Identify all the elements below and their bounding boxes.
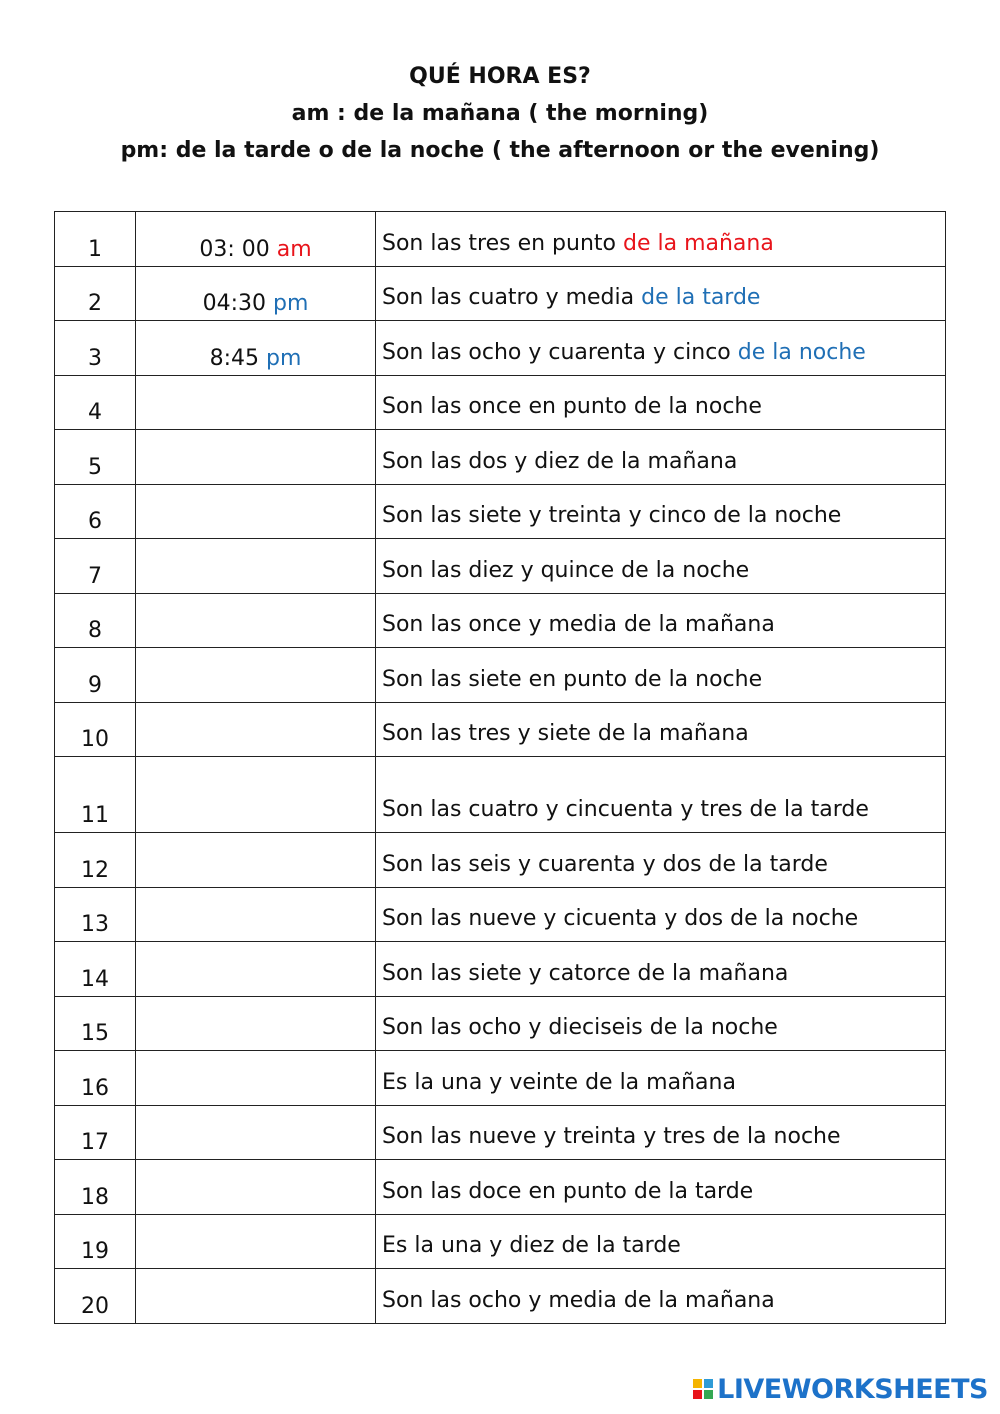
- table-row: [55, 833, 946, 888]
- table-row: [55, 266, 946, 321]
- row-number: 12: [55, 833, 136, 888]
- table-row: [55, 212, 946, 267]
- table-row: [55, 430, 946, 485]
- time-description: Son las siete y catorce de la mañana: [376, 942, 946, 997]
- time-description: Son las doce en punto de la tarde: [376, 1160, 946, 1215]
- time-description: Son las siete en punto de la noche: [376, 648, 946, 703]
- time-description: Son las ocho y media de la mañana: [376, 1269, 946, 1324]
- row-number: 10: [55, 702, 136, 757]
- time-answer-cell[interactable]: [136, 996, 376, 1051]
- liveworksheets-logo[interactable]: [693, 1372, 988, 1406]
- row-number: 5: [55, 430, 136, 485]
- row-number: 14: [55, 942, 136, 997]
- time-description: Son las nueve y cicuenta y dos de la noche: [376, 887, 946, 942]
- time-answer-cell[interactable]: [136, 1269, 376, 1324]
- row-number: 1: [55, 212, 136, 267]
- time-description: Son las once y media de la mañana: [376, 593, 946, 648]
- row-number: 4: [55, 375, 136, 430]
- row-number: 3: [55, 321, 136, 376]
- time-description: Son las dos y diez de la mañana: [376, 430, 946, 485]
- pm-marker: pm: [273, 291, 309, 316]
- time-answer-cell[interactable]: [136, 833, 376, 888]
- time-answer-cell[interactable]: [136, 648, 376, 703]
- table-row: [55, 1160, 946, 1215]
- row-number: 15: [55, 996, 136, 1051]
- time-description: Son las ocho y cuarenta y cinco de la noche: [376, 321, 946, 376]
- liveworksheets-wordmark: LIVEWORKSHEETS: [717, 1373, 988, 1405]
- row-number: 18: [55, 1160, 136, 1215]
- table-row: [55, 1214, 946, 1269]
- row-number: 2: [55, 266, 136, 321]
- time-description: Son las once en punto de la noche: [376, 375, 946, 430]
- worksheet-title: QUÉ HORA ES?: [409, 64, 591, 89]
- time-description: Son las tres en punto de la mañana: [376, 212, 946, 267]
- time-answer-cell[interactable]: [136, 430, 376, 485]
- time-description: Son las ocho y dieciseis de la noche: [376, 996, 946, 1051]
- row-number: 17: [55, 1105, 136, 1160]
- row-number: 9: [55, 648, 136, 703]
- time-answer-cell[interactable]: [136, 266, 376, 321]
- table-row: [55, 757, 946, 833]
- time-answer-cell[interactable]: [136, 702, 376, 757]
- time-answer-cell[interactable]: [136, 212, 376, 267]
- table-row: [55, 887, 946, 942]
- row-number: 20: [55, 1269, 136, 1324]
- table-row: [55, 539, 946, 594]
- row-number: 16: [55, 1051, 136, 1106]
- time-answer-cell[interactable]: [136, 1051, 376, 1106]
- time-answer-cell[interactable]: [136, 1214, 376, 1269]
- time-answer-cell[interactable]: [136, 1105, 376, 1160]
- time-answer-cell[interactable]: [136, 887, 376, 942]
- table-row: [55, 375, 946, 430]
- time-answer-cell[interactable]: [136, 375, 376, 430]
- time-description: Es la una y diez de la tarde: [376, 1214, 946, 1269]
- time-description: Son las nueve y treinta y tres de la noche: [376, 1105, 946, 1160]
- table-row: [55, 1269, 946, 1324]
- row-number: 6: [55, 484, 136, 539]
- row-number: 11: [55, 757, 136, 833]
- worksheet-header: [0, 58, 1000, 169]
- time-answer-cell[interactable]: [136, 757, 376, 833]
- time-description: Es la una y veinte de la mañana: [376, 1051, 946, 1106]
- row-number: 19: [55, 1214, 136, 1269]
- time-answer-cell[interactable]: [136, 593, 376, 648]
- row-number: 7: [55, 539, 136, 594]
- time-description: Son las seis y cuarenta y dos de la tarde: [376, 833, 946, 888]
- table-row: [55, 1051, 946, 1106]
- period-marker: de la noche: [737, 339, 866, 365]
- time-description: Son las cuatro y cincuenta y tres de la tarde: [376, 757, 946, 833]
- table-row: [55, 942, 946, 997]
- time-answer-cell[interactable]: [136, 1160, 376, 1215]
- time-answer-cell[interactable]: [136, 321, 376, 376]
- period-marker: de la mañana: [623, 230, 774, 256]
- table-row: [55, 648, 946, 703]
- time-value: 04:30: [202, 291, 266, 316]
- time-answer-cell[interactable]: [136, 484, 376, 539]
- row-number: 13: [55, 887, 136, 942]
- row-number: 8: [55, 593, 136, 648]
- table-row: [55, 1105, 946, 1160]
- pm-marker: pm: [266, 345, 302, 371]
- table-row: [55, 702, 946, 757]
- am-marker: am: [276, 236, 312, 262]
- time-value: 03: 00: [199, 236, 270, 262]
- table-row: [55, 321, 946, 376]
- table-row: [55, 593, 946, 648]
- time-answer-cell[interactable]: [136, 539, 376, 594]
- time-value: 8:45: [209, 345, 259, 371]
- am-definition: am : de la mañana ( the morning): [291, 101, 709, 126]
- time-description: Son las diez y quince de la noche: [376, 539, 946, 594]
- time-description: Son las cuatro y media de la tarde: [376, 266, 946, 321]
- table-row: [55, 996, 946, 1051]
- table-row: [55, 484, 946, 539]
- time-exercise-table: [54, 211, 946, 1324]
- period-marker: de la tarde: [641, 285, 761, 310]
- time-description: Son las tres y siete de la mañana: [376, 702, 946, 757]
- pm-definition: pm: de la tarde o de la noche ( the afternoon or the evening): [120, 138, 880, 163]
- time-description: Son las siete y treinta y cinco de la noche: [376, 484, 946, 539]
- liveworksheets-logo-icon: [693, 1379, 713, 1399]
- time-answer-cell[interactable]: [136, 942, 376, 997]
